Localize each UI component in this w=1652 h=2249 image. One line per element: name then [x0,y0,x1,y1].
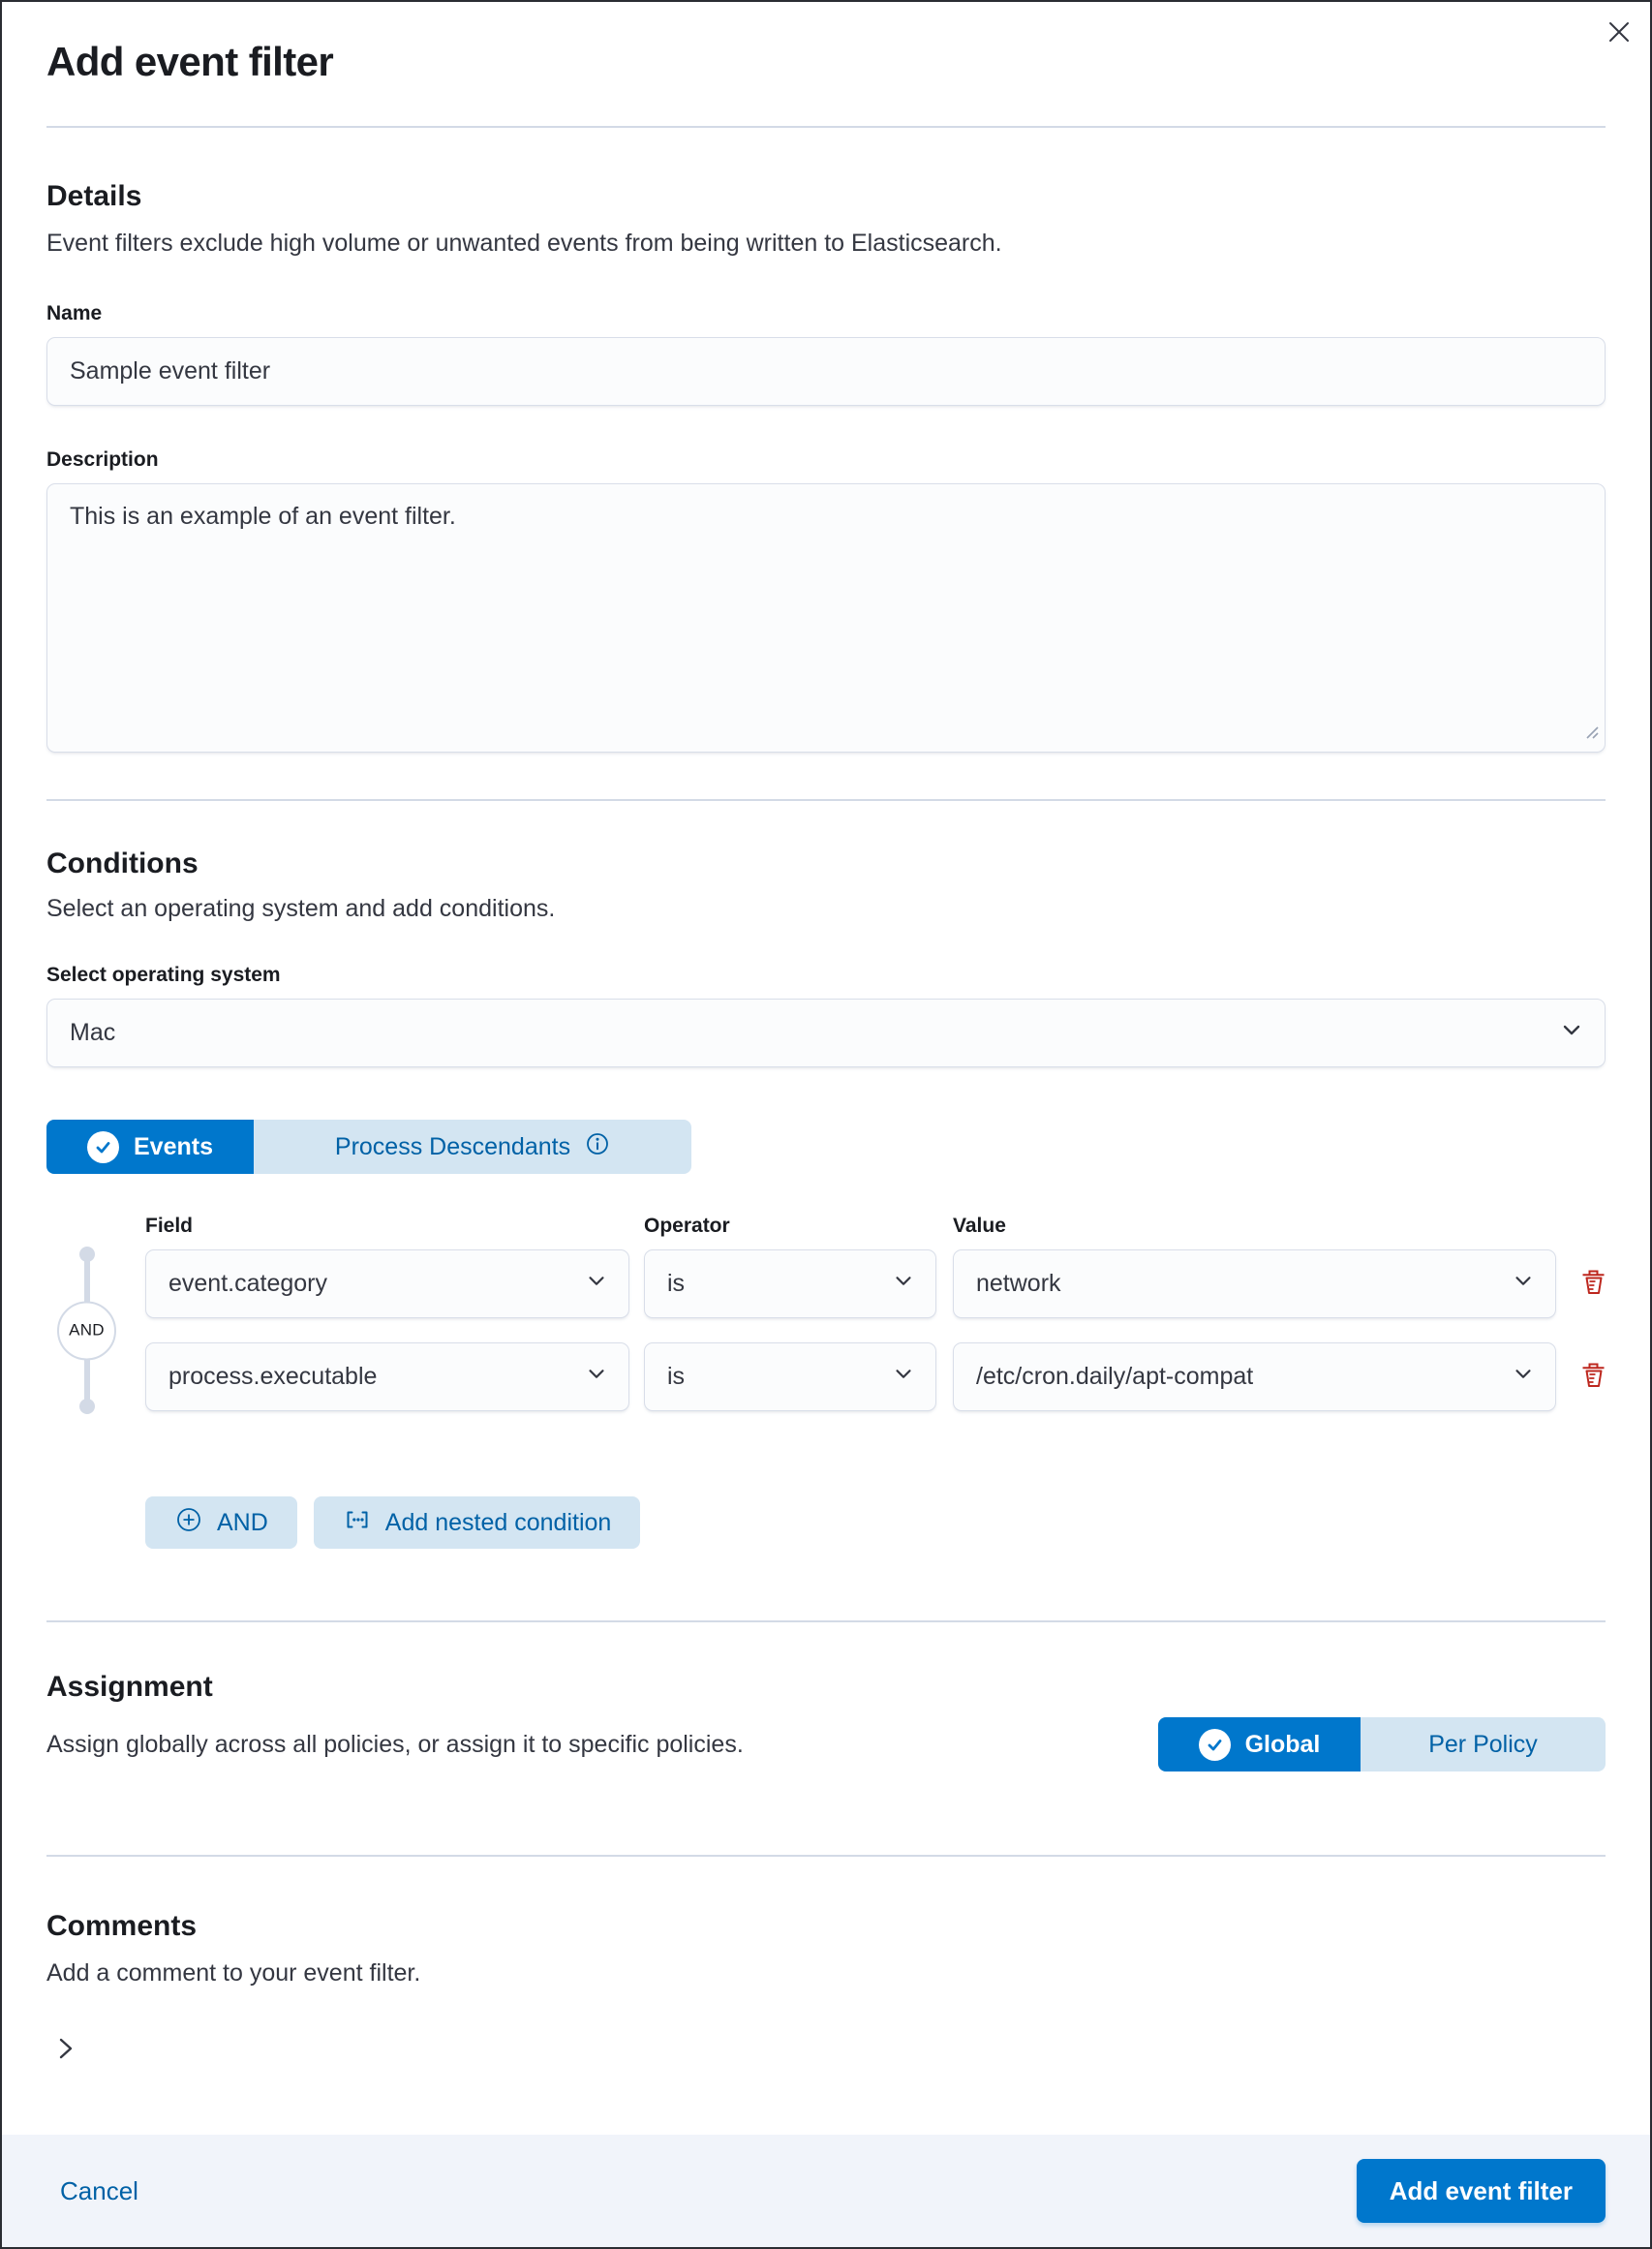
assignment-heading: Assignment [46,1671,213,1703]
and-connector-badge: AND [57,1301,116,1360]
condition-actions [145,1496,1606,1549]
tab-process-descendants-label: Process Descendants [334,1132,571,1160]
name-input-value: Sample event filter [70,357,271,385]
chevron-right-icon [52,2034,79,2066]
toggle-per-policy[interactable] [1361,1717,1606,1771]
nested-icon [343,1505,372,1541]
operator-select[interactable] [644,1342,936,1411]
chevron-down-icon [1512,1362,1535,1392]
trash-icon [1578,1268,1607,1300]
condition-row [145,1342,1609,1411]
os-select-label: Select operating system [46,964,281,986]
condition-row [145,1249,1609,1318]
plus-in-circle-icon [174,1505,203,1541]
details-subtitle: Event filters exclude high volume or unwanted events from being written to Elasticsearch. [46,230,1002,257]
toggle-per-policy-label: Per Policy [1428,1730,1538,1758]
assignment-row [46,1717,1606,1771]
name-input[interactable] [46,337,1606,406]
value-column-label: Value [953,1215,1006,1237]
tab-process-descendants[interactable] [254,1120,691,1174]
field-select[interactable] [145,1342,629,1411]
modal-footer [2,2135,1650,2247]
add-and-condition-button[interactable] [145,1496,297,1549]
delete-condition-button[interactable] [1576,1361,1609,1394]
cancel-button[interactable]: Cancel [46,2167,152,2216]
field-select-value: process.executable [168,1363,378,1390]
toggle-global-label: Global [1244,1730,1321,1758]
condition-column-headers [145,1215,1606,1238]
tab-events-label: Events [134,1132,213,1160]
description-textarea-value: This is an example of an event filter. [70,503,456,530]
chevron-down-icon [585,1269,608,1299]
section-divider [46,1620,1606,1622]
field-select[interactable] [145,1249,629,1318]
assignment-toggle [1158,1717,1606,1771]
operator-select-value: is [667,1363,686,1390]
check-circle-icon [87,1131,119,1163]
comments-accordion-toggle[interactable] [52,2030,91,2069]
section-divider [46,1855,1606,1857]
operator-select-value: is [667,1270,686,1297]
assignment-subtitle: Assign globally across all policies, or assign it to specific policies. [46,1730,744,1758]
delete-condition-button[interactable] [1576,1268,1609,1301]
modal-body [2,128,1650,2069]
header-divider [46,126,1606,128]
section-divider [46,799,1606,801]
description-label: Description [46,448,159,471]
modal-header [2,2,1650,128]
toggle-global[interactable] [1158,1717,1361,1771]
field-column-label: Field [145,1215,194,1237]
value-select-value: network [976,1270,1061,1297]
chevron-down-icon [892,1362,915,1392]
operator-select[interactable] [644,1249,936,1318]
check-circle-icon [1199,1729,1231,1761]
resize-handle-icon[interactable] [1582,719,1600,747]
field-select-value: event.category [168,1270,327,1297]
operator-column-label: Operator [644,1215,730,1237]
name-label: Name [46,302,103,324]
conditions-heading: Conditions [46,847,199,879]
conditions-subtitle: Select an operating system and add conditions. [46,895,556,922]
comments-subtitle: Add a comment to your event filter. [46,1959,421,1987]
description-textarea[interactable] [46,483,1606,753]
page-title: Add event filter [46,39,334,84]
close-icon [1606,19,1632,47]
tab-events[interactable] [46,1120,254,1174]
condition-rows [46,1249,1606,1411]
chevron-down-icon [1559,1017,1584,1049]
value-select[interactable] [953,1342,1556,1411]
add-event-filter-button[interactable]: Add event filter [1357,2159,1606,2223]
trash-icon [1578,1361,1607,1393]
add-and-condition-label: AND [217,1508,268,1536]
chevron-down-icon [585,1362,608,1392]
info-icon [585,1131,610,1163]
connector-dot-bottom [79,1399,95,1414]
os-select-value: Mac [70,1019,116,1046]
details-heading: Details [46,180,142,212]
value-select[interactable] [953,1249,1556,1318]
add-nested-condition-label: Add nested condition [384,1508,612,1536]
and-connector [46,1249,145,1411]
value-select-value: /etc/cron.daily/apt-compat [976,1363,1254,1390]
comments-heading: Comments [46,1910,198,1942]
close-button[interactable] [1600,14,1638,52]
add-nested-condition-button[interactable] [314,1496,641,1549]
os-select[interactable] [46,999,1606,1067]
connector-dot-top [79,1247,95,1262]
chevron-down-icon [892,1269,915,1299]
condition-type-toggle [46,1120,691,1174]
chevron-down-icon [1512,1269,1535,1299]
